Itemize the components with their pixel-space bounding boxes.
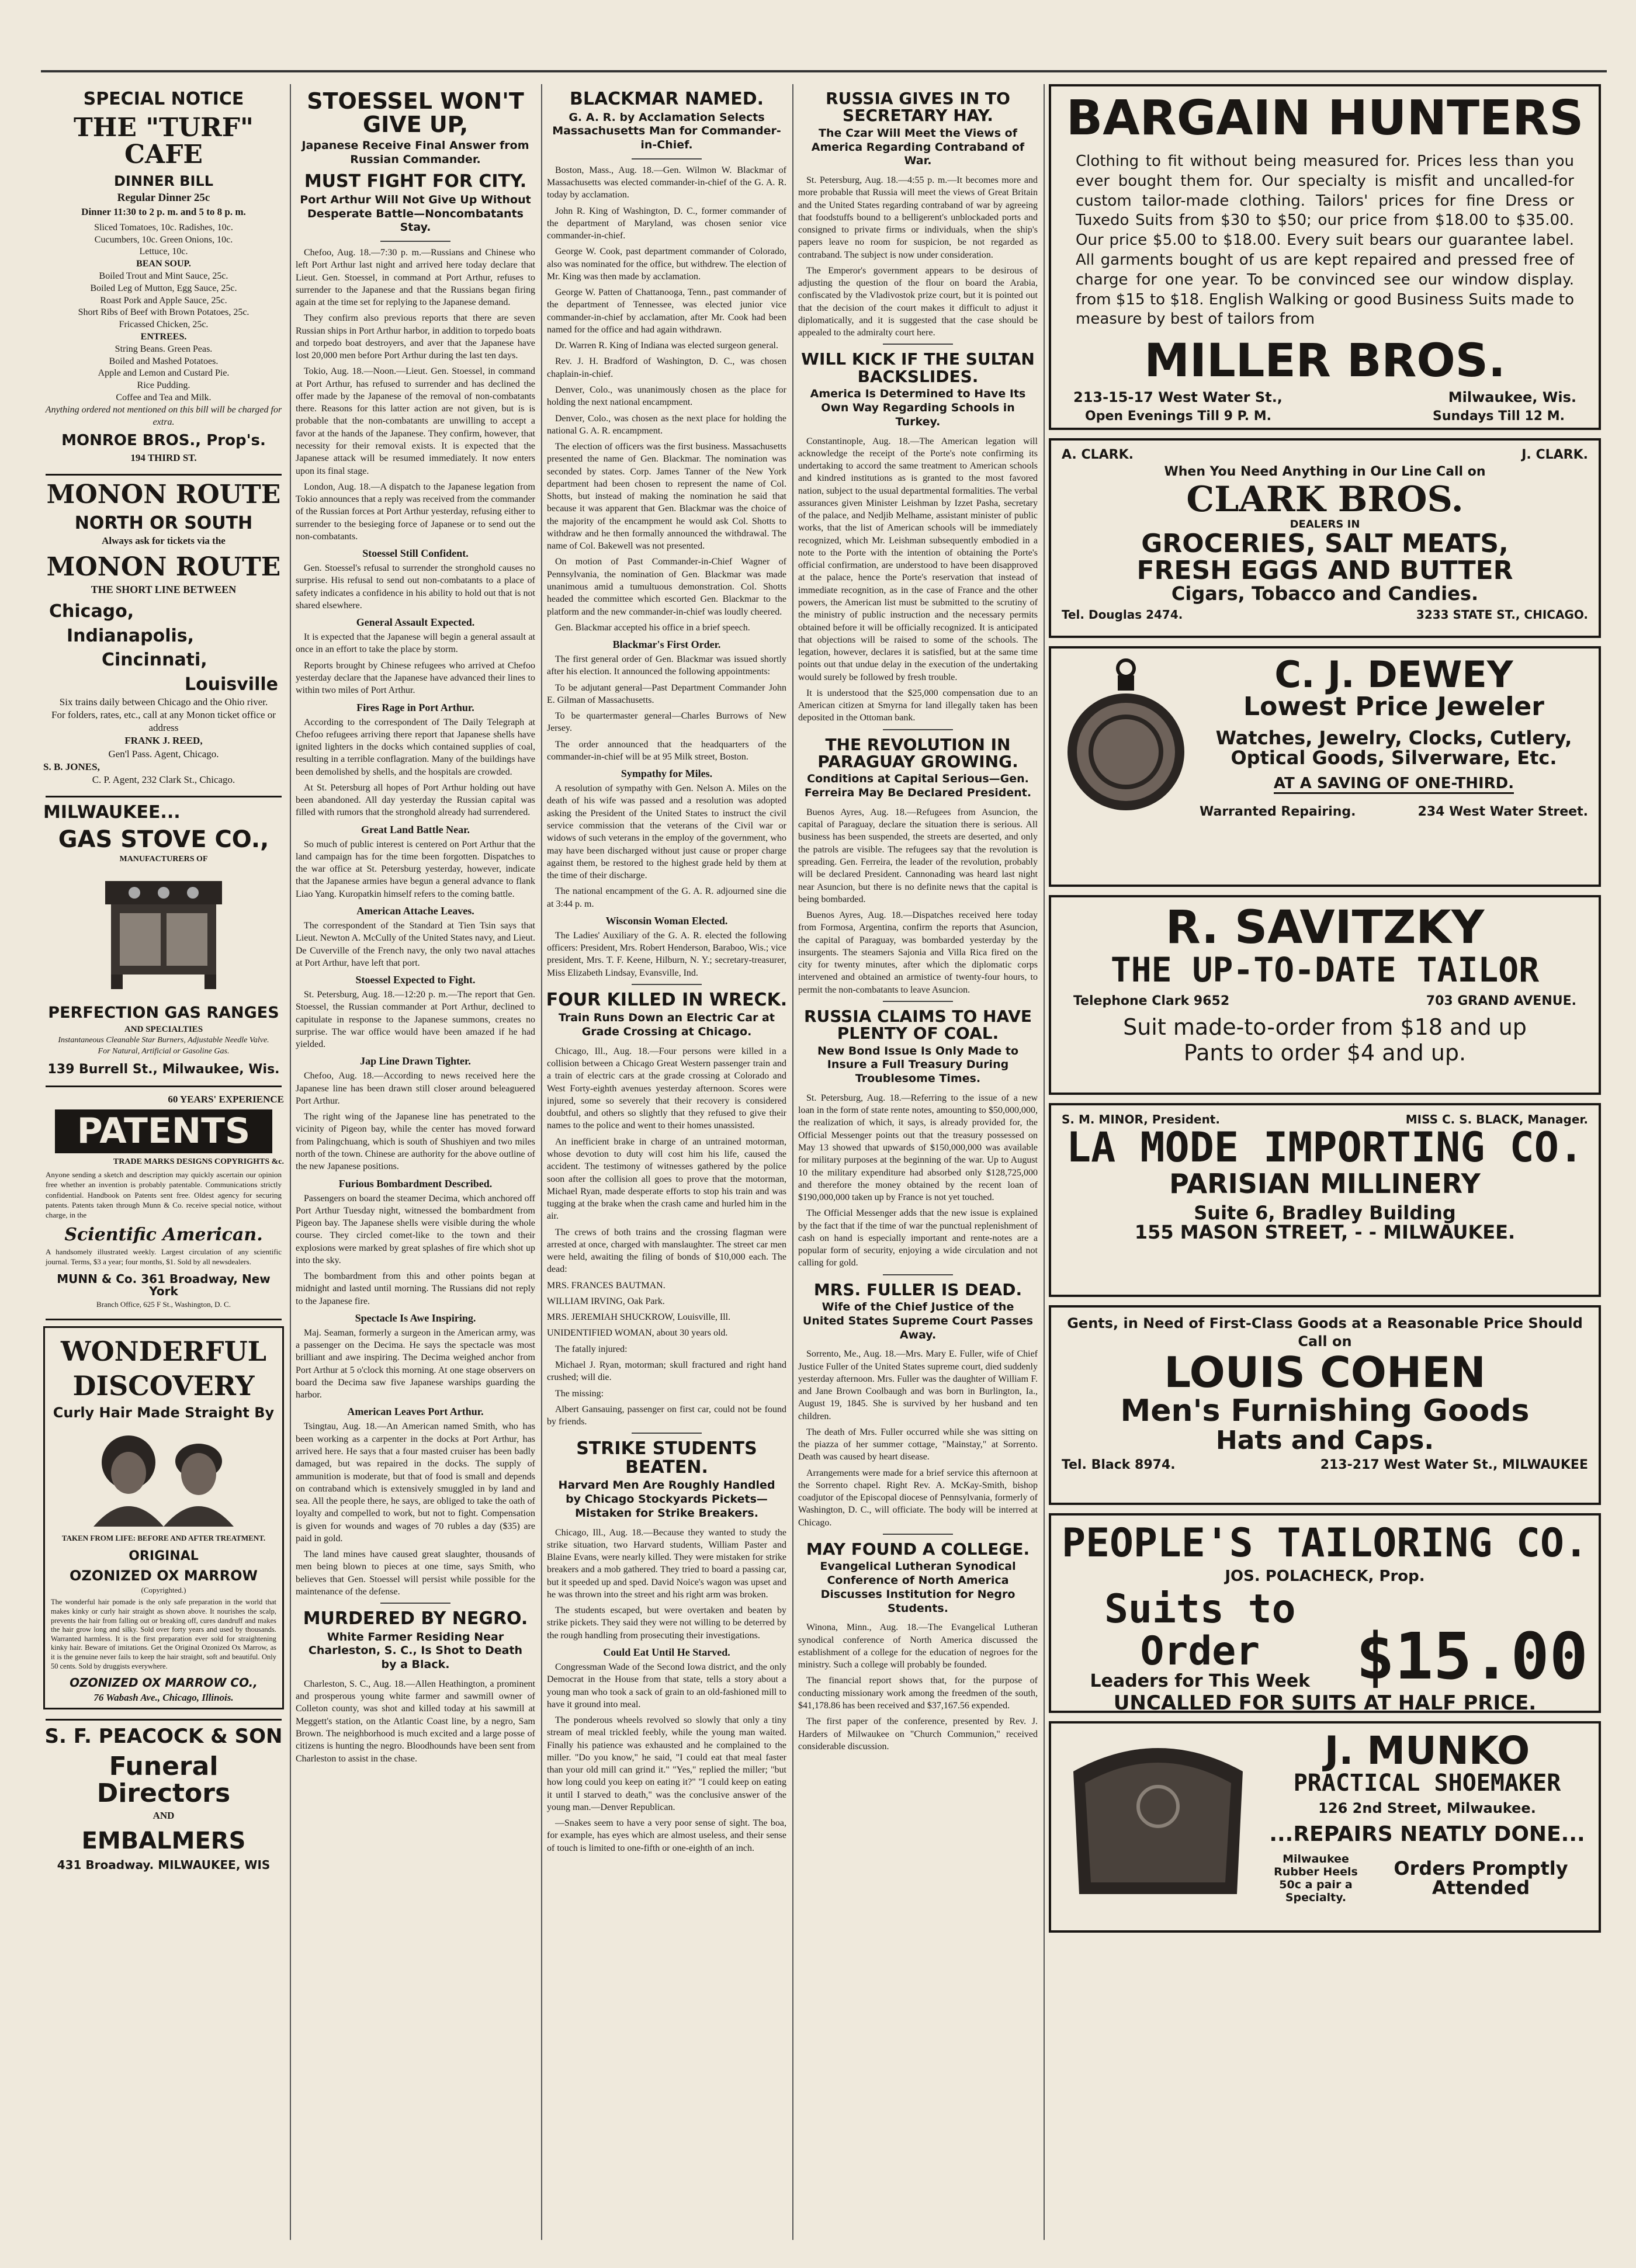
monon-jones: S. B. JONES, — [43, 761, 100, 772]
story-paragraph: Charleston, S. C., Aug. 18.—Allen Heathington, a prominent and prosperous young white farmer and sawmill owner of Colleton county, was shot and killed today at his sawmill at Meggett's station, on the Atlantic Coast line, by a negro, Sam Brown. The neighborhood is much excited and a large posse of citizens is hunting the negro. Bloodhounds have been sent from Charleston to assist in the chase. — [296, 1679, 535, 1764]
story-paragraph: George W. Patten of Chattanooga, Tenn., past commander of the department of Tennessee, was elected junior vice commander-in-chief by acclamation, after Mr. Cook had been named for the office and had again withdrawn. — [547, 287, 786, 335]
story-paragraph: Buenos Ayres, Aug. 18.—Dispatches received here today from Formosa, Argentina, confirm the reports that Asuncion, the capital of Paraguay, was bombarded yesterday by the insurgents. The steamers Sajonia and Villa Rica fired on the city for twenty minutes, after which the diplomatic corps intervened and obtained an armistice of twenty-four hours, to permit the non-combatants to leave Asuncion. — [798, 910, 1038, 995]
copyrighted: (Copyrighted.) — [141, 1586, 186, 1595]
headline-stoessel: STOESSEL WON'T GIVE UP, — [307, 88, 524, 137]
menu-item: Boiled and Mashed Potatoes. — [109, 356, 219, 366]
headline-wreck: FOUR KILLED IN WRECK. — [546, 989, 788, 1010]
deck-murdered: White Farmer Residing Near Charleston, S. C., Is Shot to Death by a Black. — [308, 1630, 523, 1671]
dewey-text — [1200, 653, 1588, 878]
monon-ask: Always ask for tickets via the — [102, 535, 226, 547]
peoples-tailoring-ad — [1049, 1513, 1601, 1713]
dewey-watches: Watches, Jewelry, Clocks, Cutlery, — [1215, 727, 1572, 750]
story-paragraph: The order announced that the headquarters of the commander-in-chief will be at 95 Milk street, Boston. — [547, 739, 786, 762]
gas-product: PERFECTION GAS RANGES — [48, 1004, 279, 1022]
headline-paraguay: THE REVOLUTION IN PARAGUAY GROWING. — [817, 734, 1018, 772]
munko-repairs: ...REPAIRS NEATLY DONE... — [1269, 1822, 1585, 1847]
special-notice: SPECIAL NOTICE — [83, 89, 244, 109]
cohen-name: LOUIS COHEN — [1164, 1348, 1486, 1397]
cohen-furnishing: Men's Furnishing Goods — [1120, 1393, 1530, 1428]
monon-jones-title: C. P. Agent, 232 Clark St., Chicago. — [92, 774, 235, 785]
ads-column-left — [41, 84, 286, 1881]
city-chicago: Chicago, — [49, 601, 134, 622]
column-rule — [290, 84, 291, 2240]
separator — [632, 984, 702, 985]
miller-hours-row — [1085, 409, 1565, 424]
story-paragraph: Gen. Blackmar accepted his office in a brief speech. — [555, 622, 750, 633]
story-paragraph: The crews of both trains and the crossing flagman were arrested at once, charged with manslaughter. The street car men were held, awaiting the filing of bonds of $10,000 each. The dead: — [547, 1227, 786, 1275]
bargain-heading: BARGAIN HUNTERS — [1066, 91, 1584, 146]
deck-college: Evangelical Lutheran Synodical Conference of North America Discusses Institution for Negro Students. — [820, 1560, 1016, 1615]
turf-cafe-ad — [43, 90, 284, 464]
separator — [380, 1603, 450, 1604]
menu-item: BEAN SOUP. — [136, 259, 191, 269]
la-mode-manager: MISS C. S. BLACK, Manager. — [1405, 1112, 1588, 1126]
menu-item: Sliced Tomatoes, 10c. Radishes, 10c. — [94, 222, 233, 233]
story-paragraph: An inefficient brake in charge of an untrained motorman, whose devotion to duty will cost him his life, caused the accident. The testimony of witnesses gathered by the police soon after the collision all goes to prove that the motorman, Michael Ryan, made desperate efforts to stop his train and was tugging at the brake when the crash came and hurled him in the air. — [547, 1136, 786, 1222]
story-paragraph: Michael J. Ryan, motorman; skull fractured and right hand crushed; will die. — [547, 1360, 786, 1383]
menu-item: Lettuce, 10c. — [139, 247, 188, 257]
headline-russia-hay: RUSSIA GIVES IN TO SECRETARY HAY. — [826, 89, 1010, 126]
story-paragraph: The missing: — [555, 1388, 604, 1399]
subhead: American Leaves Port Arthur. — [347, 1406, 484, 1418]
la-mode-president: S. M. MINOR, President. — [1062, 1112, 1220, 1126]
subhead: Stoessel Expected to Fight. — [355, 974, 476, 986]
miller-address-row — [1073, 389, 1576, 405]
news-column-3 — [545, 84, 789, 1858]
headline-sultan: WILL KICK IF THE SULTAN BACKSLIDES. — [801, 349, 1035, 386]
story-paragraph: Dr. Warren R. King of Indiana was elected surgeon general. — [555, 341, 778, 351]
separator — [46, 796, 282, 797]
story-paragraph: John R. King of Washington, D. C., former commander of the department of Maryland, was chosen senior vice commander-in-chief. — [547, 206, 786, 241]
cohen-contact-row — [1062, 1458, 1588, 1472]
subhead: Furious Bombardment Described. — [338, 1177, 493, 1190]
story-paragraph: The bombardment from this and other points began at midnight and lasted until morning. The Russians did not reply to the Japanese fire. — [296, 1271, 535, 1306]
story-paragraph: The correspondent of the Standard at Tien Tsin says that Lieut. Newton A. McCully of the United States navy, and Lieut. De Cuverville of the French navy, the only two naval attaches at Port Arthur, have left that port. — [296, 920, 535, 968]
monon-route-ad — [43, 481, 284, 786]
story-paragraph: Chicago, Ill., Aug. 18.—Four persons were killed in a collision between a Chicago Great Western passenger train and a train of electric cars at the grade crossing at Colorado and West Forty-eighth avenues yesterday afternoon. Scores were injured, some so severely that their recovery is considered doubtful, and others so slightly that they refused to give their names to the police and went to their homes unassisted. — [547, 1046, 786, 1131]
gas-burners: Instantaneous Cleanable Star Burners, Adjustable Needle Valve. — [58, 1036, 269, 1045]
story-paragraph: Tokio, Aug. 18.—Noon.—Lieut. Gen. Stoessel, in command at Port Arthur, has refused to surrender and has declined the offer made by the Japanese of the removal of non-combatants there. Reasons for this latter action are not given, but is is probable that the non-combatants are unwilling to accept a favor at the hands of the Japanese. They confirm, however, that necessity for their removal exists. It is expected that the Japanese attack will be resumed immediately. It now enters upon its final stage. — [296, 366, 535, 476]
headline-blackmar: BLACKMAR NAMED. — [569, 89, 764, 109]
story-paragraph: It is understood that the $25,000 compensation due to an American citizen at Smyrna for land illegally taken has been deposited in the Ottoman bank. — [798, 688, 1038, 723]
menu-item: Boiled Trout and Mint Sauce, 25c. — [99, 271, 228, 282]
savitzky-ad — [1049, 895, 1601, 1095]
deck-wreck: Train Runs Down an Electric Car at Grade Crossing at Chicago. — [559, 1011, 775, 1039]
menu-item: Short Ribs of Beef with Brown Potatoes, 25c. — [78, 307, 249, 318]
miller-city: Milwaukee, Wis. — [1448, 389, 1576, 406]
munn-branch: Branch Office, 625 F St., Washington, D. C. — [96, 1299, 231, 1309]
clark-bros-ad — [1049, 438, 1601, 638]
scientific-american: Scientific American. — [64, 1225, 263, 1246]
story-paragraph: The Emperor's government appears to be desirous of adjusting the question of the flour on board the Arabia, confiscated by the Vladivostok prize court, but it is pointed out that the decision of the court makes it difficult to adjust it diplomatically, and it is suggested that the case should be appealed to the admiralty court here. — [798, 265, 1038, 338]
monon-short-line: THE SHORT LINE BETWEEN — [91, 583, 237, 595]
savitzky-tel: Telephone Clark 9652 — [1073, 993, 1230, 1008]
bargain-body: Clothing to fit without being measured for. Prices less than you ever bought them for. Our specialty is misfit and uncalled-for custom tailor-made clothing. Tailors' prices for fine Dress or Tuxedo Suits from $30 to $50; our price from $18.00 to $35.00. Our price $5.00 to $18.00. Every suit bears our guarantee label. All garments bought of us are kept repaired and pressed free of charge for one year. To be convinced see our window display. from $15 to $18. English Walking or good Business Suits made to measure by best of tailors from — [1076, 152, 1574, 328]
peacock-name: S. F. PEACOCK & SON — [44, 1725, 283, 1749]
newspaper-page — [41, 70, 1607, 2246]
munko-name: J. MUNKO — [1324, 1728, 1530, 1773]
victim-line: UNIDENTIFIED WOMAN, about 30 years old. — [547, 1328, 728, 1338]
peoples-name: PEOPLE'S TAILORING CO. — [1062, 1520, 1588, 1566]
story-paragraph: Congressman Wade of the Second Iowa district, and the only Democrat in the House from that state, tells a story about a young man who took a sack of grain to an old-fashioned mill to have it ground into meal. — [547, 1662, 786, 1709]
clark-contact-row — [1062, 608, 1588, 622]
patents-word: PATENTS — [55, 1109, 272, 1153]
menu-item: String Beans. Green Peas. — [115, 344, 213, 354]
story-paragraph: Chicago, Ill., Aug. 18.—Because they wanted to study the strike situation, two Harvard students, William Paster and Blaine Evans, were nearly killed. They were mistaken for strike breakers and a mob gathered. They tried to board a passing car, but it speeded up and sped. David Noice's wagon was upset and he was thrown into the street and his right arm was broken. — [547, 1527, 786, 1600]
separator — [883, 1534, 953, 1535]
savitzky-suits: Suit made-to-order from $18 and up — [1123, 1014, 1527, 1040]
bargain-hunters-ad — [1049, 84, 1601, 430]
separator — [46, 1086, 282, 1087]
headline-college: MAY FOUND A COLLEGE. — [806, 1539, 1030, 1559]
separator — [46, 1719, 282, 1721]
subhead: General Assault Expected. — [356, 616, 475, 629]
story-paragraph: The land mines have caused great slaughter, thousands of men being blown to pieces at one time, says Smith, who believes that Gen. Stoessel will persist while possible for the maintenance of the defense. — [296, 1549, 535, 1597]
menu-list — [43, 222, 284, 429]
munn-address: MUNN & Co. 361 Broadway, New York — [57, 1271, 271, 1298]
clark-eggs-butter: FRESH EGGS AND BUTTER — [1136, 556, 1513, 586]
journal-desc: A handsomely illustrated weekly. Largest circulation of any scientific journal. Terms, $3 a year; four months, $1. Sold by all newsdealers. — [46, 1247, 282, 1267]
patents-marks: TRADE MARKS DESIGNS COPYRIGHTS &c. — [113, 1157, 284, 1166]
deck-fuller: Wife of the Chief Justice of the United States Supreme Court Passes Away. — [802, 1301, 1034, 1341]
victim-line: MRS. JEREMIAH SHUCKROW, Louisville, Ill. — [547, 1312, 731, 1323]
story-paragraph: A resolution of sympathy with Gen. Nelson A. Miles on the death of his wife was passed and a resolution was adopted asking the President of the United States to instruct the civil service commission that the veterans of the Civil war or widows of such veterans in the employ of the government, who may have been discharged without just cause or proper charge against them, be restored to the highest grade held by them at the time of their discharge. — [547, 783, 786, 881]
gas-stove-ad — [43, 803, 284, 1076]
gas-milwaukee: MILWAUKEE... — [43, 802, 181, 823]
story-paragraph: Gen. Stoessel's refusal to surrender the stronghold causes no surprise. His refusal to send out non-combatants to a place of safety indicates a confidence in his ability to hold out that is not shared elsewhere. — [296, 563, 535, 611]
separator — [632, 1433, 702, 1434]
subhead: American Attache Leaves. — [356, 904, 474, 917]
dewey-address: 234 West Water Street. — [1417, 804, 1588, 819]
peacock-and: AND — [152, 1810, 175, 1822]
clark-bros-name: CLARK BROS. — [1186, 479, 1464, 520]
story-paragraph: Denver, Colo., was unanimously chosen as the place for holding the next national encampment. — [547, 385, 786, 408]
story-paragraph: Winona, Minn., Aug. 18.—The Evangelical Lutheran synodical conference of North America discussed the establishment of a college for the education of negroes for the ministry. Such a college will probably be founded. — [798, 1622, 1038, 1670]
ads-column-right — [1049, 84, 1601, 1941]
monon-folders: For folders, rates, etc., call at any Monon ticket office or address — [51, 709, 276, 734]
separator — [632, 158, 702, 159]
peacock-ad — [43, 1726, 284, 1871]
monon-reed: FRANK J. REED, — [124, 735, 203, 747]
city-indianapolis: Indianapolis, — [67, 625, 195, 646]
munko-bottom-row — [1266, 1853, 1588, 1904]
story-paragraph: St. Petersburg, Aug. 18.—4:55 p. m.—It becomes more and more probable that Russia will meet the views of Great Britain and the United States regarding contraband of war by agreeing that foodstuffs bound to a belligerent's unblockaded ports and consigned to private firms or individuals, when the ship's papers leave no room for suspicion, be not regarded as contraband. The subject is now under consideration. — [798, 175, 1038, 260]
subhead: Could Eat Until He Starved. — [603, 1646, 730, 1658]
monon-heading: MONON ROUTE — [46, 479, 281, 509]
story-paragraph: Chefoo, Aug. 18.—7:30 p. m.—Russians and Chinese who left Port Arthur last night and arrived here today declare that Lieut. Gen. Stoessel, in command at Port Arthur, refuses to surrender to the Japanese and that the Russians began firing again at the time set for replying to the Japanese demand. — [296, 248, 535, 308]
ox-marrow-body: The wonderful hair pomade is the only safe preparation in the world that makes kinky or curly hair straight as shown above. It nourishes the scalp, prevents the hair from falling out or breaking off, cures dandruff and makes the hair grow long and silky. Sold over forty years and used by thousands. Warranted harmless. It is the first preparation ever sold for straightening kinky hair. Beware of imitations. Get the Original Ozonized Ox Marrow, as it is the genuine never fails to keep the hair straight, soft and beautiful. Only 50 cents. Sold by druggists everywhere. — [51, 1598, 276, 1670]
separator — [883, 729, 953, 730]
city-cincinnati: Cincinnati, — [102, 650, 207, 671]
subhead: Wisconsin Woman Elected. — [605, 914, 728, 927]
story-paragraph: It is expected that the Japanese will begin a general assault at once in an effort to take the place by storm. — [296, 632, 535, 655]
deck-sultan: America Is Determined to Have Its Own Way Regarding Schools in Turkey. — [810, 387, 1026, 428]
story-paragraph: So much of public interest is centered on Port Arthur that the land campaign has for the time been forgotten. Dispatches to the war office at St. Petersburg yesterday, however, indicate that the Japanese armies have begun a general advance to flank Liao Yang. Kuropatkin himself refers to the coming battle. — [296, 839, 535, 899]
miller-bros: MILLER BROS. — [1144, 335, 1506, 388]
subhead: Fires Rage in Port Arthur. — [356, 701, 474, 713]
miller-evenings: Open Evenings Till 9 P. M. — [1085, 409, 1271, 424]
headline-murdered: MURDERED BY NEGRO. — [303, 1608, 528, 1629]
patents-years: 60 YEARS' EXPERIENCE — [168, 1093, 284, 1105]
peoples-prop: JOS. POLACHECK, Prop. — [1225, 1568, 1425, 1586]
menu-item: ENTREES. — [140, 332, 187, 342]
peoples-leaders: Leaders for This Week — [1090, 1671, 1311, 1692]
separator — [46, 1319, 282, 1320]
news-column-2 — [293, 84, 538, 1768]
city-louisville: Louisville — [185, 674, 278, 695]
deck-blackmar: G. A. R. by Acclamation Selects Massachusetts Man for Commander-in-Chief. — [552, 110, 781, 151]
story-paragraph: On motion of Past Commander-in-Chief Wagner of Pennsylvania, the nomination of Gen. Blackmar was made unanimous amid a tumultuous demonstration. Col. Shotts headed the committee which escorted Gen. Blackmar to the platform and the new commander-in-chief was loudly cheered. — [547, 557, 786, 617]
subhead: Blackmar's First Order. — [612, 639, 721, 651]
clark-groceries: GROCERIES, SALT MEATS, — [1141, 529, 1509, 559]
story-paragraph: The financial report shows that, for the purpose of conducting missionary work among the freedmen of the south, $41,178.86 has been received and $37,167.56 expended. — [798, 1676, 1038, 1711]
story-paragraph: The national encampment of the G. A. R. adjourned sine die at 3:44 p. m. — [547, 886, 786, 909]
menu-item: Cucumbers, 10c. Green Onions, 10c. — [94, 234, 233, 245]
turf-proprietor: MONROE BROS., Prop's. — [61, 432, 266, 450]
clark-cigars: Cigars, Tobacco and Candies. — [1171, 582, 1479, 605]
taken-from-life: TAKEN FROM LIFE: BEFORE AND AFTER TREATMENT. — [61, 1534, 266, 1543]
story-paragraph: Chefoo, Aug. 18.—According to news received here the Japanese line has been drawn still closer around beleaguered Port Arthur. — [296, 1071, 535, 1106]
subhead: Great Land Battle Near. — [361, 823, 470, 835]
column-rule — [792, 84, 793, 2240]
dinner-hours: Dinner 11:30 to 2 p. m. and 5 to 8 p. m. — [81, 206, 246, 217]
headline-must-fight: MUST FIGHT FOR CITY. — [304, 171, 527, 192]
gas-specialties: AND SPECIALTIES — [124, 1024, 203, 1034]
peoples-uncalled: UNCALLED FOR SUITS AT HALF PRICE. — [1113, 1691, 1537, 1715]
menu-item: Rice Pudding. — [137, 380, 190, 391]
deck-stoessel: Japanese Receive Final Answer from Russian Commander. — [301, 138, 529, 166]
clark-owner-a: A. CLARK. — [1062, 448, 1134, 462]
subhead: Jap Line Drawn Tighter. — [360, 1055, 471, 1067]
story-paragraph: The fatally injured: — [555, 1344, 628, 1354]
story-paragraph: Rev. J. H. Bradford of Washington, D. C., was chosen chaplain-in-chief. — [547, 356, 786, 379]
separator — [883, 1001, 953, 1002]
story-paragraph: Boston, Mass., Aug. 18.—Gen. Wilmon W. Blackmar of Massachusetts was elected commander-in-chief of the G. A. R. today by acclamation. — [547, 165, 786, 200]
gas-address: 139 Burrell St., Milwaukee, Wis. — [47, 1062, 280, 1077]
dewey-ad — [1049, 646, 1601, 887]
ox-marrow-company: OZONIZED OX MARROW CO., — [70, 1676, 258, 1690]
dewey-name: C. J. DEWEY — [1274, 653, 1513, 696]
column-rule — [1044, 84, 1045, 2240]
peoples-price: $15.00 — [1356, 1619, 1588, 1694]
cohen-address: 213-217 West Water St., MILWAUKEE — [1320, 1457, 1588, 1472]
story-paragraph: Reports brought by Chinese refugees who arrived at Chefoo yesterday declare that the Japanese have advanced their lines to within two miles of Port Arthur. — [296, 660, 535, 696]
original-label: ORIGINAL — [129, 1549, 199, 1564]
la-mode-address: 155 MASON STREET, - - MILWAUKEE. — [1134, 1221, 1516, 1244]
subhead: Spectacle Is Awe Inspiring. — [355, 1312, 476, 1324]
separator — [46, 474, 282, 476]
pocket-watch-icon — [1062, 656, 1190, 825]
story-paragraph: —Snakes seem to have a very poor sense of sight. The boa, for example, has eyes which are almost useless, and their sense of touch is limited to one-fifth or one-eighth of an inch. — [547, 1818, 786, 1853]
monon-north-south: NORTH OR SOUTH — [74, 512, 253, 533]
monon-reed-title: Gen'l Pass. Agent, Chicago. — [108, 748, 219, 760]
miller-address: 213-15-17 West Water St., — [1073, 389, 1283, 406]
headline-strike: STRIKE STUDENTS BEATEN. — [576, 1438, 757, 1478]
munko-orders: Orders Promptly Attended — [1394, 1857, 1568, 1899]
story-paragraph: The right wing of the Japanese line has penetrated to the vicinity of Pigeon bay, while the center has moved forward from Palingchuang, which is south of Shushiyen and two miles north of the town. Chinese are authority for the above outline of the new Japanese positions. — [296, 1112, 535, 1172]
story-paragraph: The Ladies' Auxiliary of the G. A. R. elected the following officers: President, Mrs. Robert Henderson, Baraboo, Wis.; vice president, Mrs. T. F. Keene, Hilburn, N. Y.; secretary-treasurer, Miss Elizabeth Lindsay, Evansville, Ind. — [547, 930, 786, 978]
savitzky-contact-row — [1073, 994, 1576, 1008]
turf-address: 194 THIRD ST. — [130, 452, 197, 463]
gas-range-illustration — [93, 869, 234, 992]
clark-tagline: When You Need Anything in Our Line Call on — [1164, 464, 1486, 479]
cohen-tel: Tel. Black 8974. — [1062, 1457, 1176, 1472]
story-paragraph: The Official Messenger adds that the new issue is explained by the fact that if the time of war the punctual replenishment of cash on hand is especially important and rente-notes are a popular form of security, enjoying a wide circulation and not calling for gold. — [798, 1208, 1038, 1268]
wonderful-heading: WONDERFUL — [60, 1336, 267, 1368]
story-paragraph: Buenos Ayres, Aug. 18.—Refugees from Asuncion, the capital of Paraguay, declare the situation there is serious. All business has been suspended, the streets are deserted, and only the patrols are visible. The refugees say that the revolution is spreading. Gen. Ferreira, the leader of the revolution, probably will be declared President. Cannonading was heard last night near Asuncion, but there is no definite news that the capital is being bombarded. — [798, 807, 1038, 904]
ox-marrow-ad — [43, 1326, 284, 1709]
story-paragraph: St. Petersburg, Aug. 18.—Referring to the issue of a new loan in the form of state rente notes, amounting to $50,000,000, the realization of which, it says, is already provided for, the Official Messenger points out that the treasury possessed on May 13 showed that upwards of $150,000,000 was available for military purposes at the beginning of the war. Up to August 10 the military expenditure had absorbed only $128,725,000 and therefore the money obtained by the recent loan of $190,000,000 taken up by France is not yet touched. — [798, 1093, 1038, 1203]
dewey-repairing: Warranted Repairing. — [1200, 804, 1356, 819]
peoples-suits: Suits to Order — [1104, 1586, 1296, 1674]
louis-cohen-ad — [1049, 1305, 1601, 1505]
peacock-address: 431 Broadway. MILWAUKEE, WIS — [57, 1857, 271, 1872]
deck-russia-hay: The Czar Will Meet the Views of America Regarding Contraband of War. — [811, 126, 1025, 168]
story-paragraph: They confirm also previous reports that there are seven Russian ships in Port Arthur harbor, in addition to torpedo boats and torpedo boat destroyers, and aver that the Japanese have lost 20,000 men before Port Arthur during the last ten days. — [296, 313, 535, 361]
story-paragraph: Constantinople, Aug. 18.—The American legation will acknowledge the receipt of the Porte's note confirming its undertaking to accord the same treatment to American schools and kindred institutions as is granted to the most favored nation, subject to the usual departmental formalities. The verbal assurances given Minister Leishman by Izzet Pasha, secretary of the palace, and Nedjib Melhame, assistant minister of public works, that the list of American schools will be immediately recognized, which Mr. Leishman subsequently embodied in a note to the Porte with the intention of obtaining the Porte's official confirmation, are understood to have been disapproved at the palace, hence the Porte's reservation that instead of immediate recognition, as in the case of France and the other powers, the American list must be submitted to the scrutiny of the ministry of public instruction and the necessary permits obtained before it will be officially recognized. It is anticipated that objections will be raised to some of the schools. The legation, however, declares it is satisfied, but at the same time points out that undue delay in the execution of the undertaking would surely be followed by fresh trouble. — [798, 436, 1038, 682]
regular-dinner: Regular Dinner 25c — [117, 192, 210, 204]
cohen-hats: Hats and Caps. — [1215, 1425, 1434, 1455]
monon-heading-2: MONON ROUTE — [46, 552, 281, 582]
savitzky-pants: Pants to order $4 and up. — [1183, 1039, 1467, 1066]
la-mode-ad — [1049, 1103, 1601, 1297]
clark-address: 3233 STATE ST., CHICAGO. — [1416, 607, 1588, 622]
story-paragraph: The death of Mrs. Fuller occurred while she was sitting on the piazza of her summer cottage, "Mainstay," at Sorrento. Death was caused by heart disease. — [798, 1427, 1038, 1462]
clark-dealers: DEALERS IN — [1290, 518, 1360, 530]
cohen-tagline: Gents, in Need of First-Class Goods at a Reasonable Price Should Call on — [1067, 1315, 1583, 1350]
clark-tel: Tel. Douglas 2474. — [1062, 607, 1183, 622]
dewey-tagline: Lowest Price Jeweler — [1243, 692, 1544, 722]
patents-ad — [43, 1093, 284, 1310]
gas-natural: For Natural, Artificial or Gasoline Gas. — [98, 1046, 230, 1056]
headline-coal: RUSSIA CLAIMS TO HAVE PLENTY OF COAL. — [803, 1006, 1032, 1043]
clark-owner-j: J. CLARK. — [1521, 448, 1588, 462]
story-paragraph: London, Aug. 18.—A dispatch to the Japanese legation from Tokio announces that a reply was received from the commander of the Russian forces at Port Arthur yesterday, refusing either to surrender to the besieging force of Japanese or to send out the non-combatants. — [296, 481, 535, 542]
menu-item: Coffee and Tea and Milk. — [116, 393, 212, 403]
curly-hair-heading: Curly Hair Made Straight By — [53, 1405, 275, 1421]
menu-item: Boiled Leg of Mutton, Egg Sauce, 25c. — [90, 283, 237, 293]
la-mode-name: LA MODE IMPORTING CO. — [1066, 1123, 1583, 1171]
turf-cafe-name: THE "TURF" CAFE — [74, 112, 254, 169]
subhead: Sympathy for Miles. — [621, 768, 713, 780]
dewey-saving: AT A SAVING OF ONE-THIRD. — [1274, 776, 1514, 793]
patents-body: Anyone sending a sketch and description may quickly ascertain our opinion free whether an invention is probably patentable. Communications strictly confidential. Handbook on Patents sent free. Oldest agency for securing patents. Patents taken through Munn & Co. receive special notice, without charge, in the — [46, 1170, 282, 1220]
separator — [883, 344, 953, 345]
munko-ad — [1049, 1721, 1601, 1933]
story-paragraph: Maj. Seaman, formerly a surgeon in the American army, was a passenger on the Decima. He says the spectacle was most brilliant and awe inspiring. The Decima weighed anchor from Port Arthur at 5 o'clock this morning. At one stage observers on board the Decima saw five Japanese warships guarding the harbor. — [296, 1327, 535, 1400]
la-mode-suite: Suite 6, Bradley Building — [1194, 1201, 1456, 1224]
gas-mfr: MANUFACTURERS OF — [119, 855, 208, 864]
munko-address: 126 2nd Street, Milwaukee. — [1318, 1800, 1536, 1817]
story-paragraph: The first general order of Gen. Blackmar was issued shortly after his election. It announced the following appointments: — [547, 654, 786, 677]
embalmers: EMBALMERS — [81, 1827, 246, 1854]
funeral-directors: Funeral Directors — [96, 1752, 231, 1809]
story-paragraph: Sorrento, Me., Aug. 18.—Mrs. Mary E. Fuller, wife of Chief Justice Fuller of the United States supreme court, died suddenly yesterday afternoon. Mrs. Fuller was the daughter of William F. and Jane Brown Coolbaugh and was born in Burlington, Ia., August 19, 1845. She is survived by her husband and ten children. — [798, 1349, 1038, 1421]
subhead: Stoessel Still Confident. — [362, 547, 469, 560]
dewey-optical: Optical Goods, Silverware, Etc. — [1231, 746, 1557, 769]
monon-trains: Six trains daily between Chicago and the Ohio river. — [59, 696, 268, 708]
rubber-heel-icon — [1062, 1731, 1254, 1906]
discovery-heading: DISCOVERY — [72, 1369, 255, 1402]
story-paragraph: Tsingtau, Aug. 18.—An American named Smith, who has been working as a carpenter in the docks at Port Arthur, has arrived here. He says that a four masted cruiser has been badly damaged, but was repaired in the docks. The supply of ammunition is moderate, but that of food is small and depends on contraband which is extensively smuggled in by land and sea. All the people there, he says, are obliged to take the oath of loyalty and compelled to work, but not to fight. Compensation is given for wounds and wages of 70 rubles a day ($35) are paid in gold. — [296, 1421, 535, 1544]
story-paragraph: The first paper of the conference, presented by Rev. J. Harders of Milwaukee on "Church Communion," received considerable discussion. — [798, 1716, 1038, 1752]
story-paragraph: Albert Gansauing, passenger on first car, could not be found by friends. — [547, 1404, 786, 1427]
story-paragraph: Denver, Colo., was chosen as the next place for holding the national G. A. R. encampment. — [547, 413, 786, 436]
separator — [380, 241, 450, 242]
story-paragraph: Arrangements were made for a brief service this afternoon at the Sorrento chapel. Right Rev. A. McKay-Smith, bishop coadjutor of the Episcopal diocese of Pennsylvania, formerly of Washington, D. C., will officiate. The body will be interred at Chicago. — [798, 1468, 1038, 1528]
menu-item: Anything ordered not mentioned on this bill will be charged for extra. — [45, 404, 282, 427]
dewey-bottom-row — [1200, 804, 1588, 819]
story-paragraph: According to the correspondent of The Daily Telegraph at Chefoo refugees arriving there report that Japanese shells have ignited lighters in the docks which contained supplies of coal, resulting in a terrible conflagration. Many of the buildings have been demolished by shells, and the hospitals are crowded. — [296, 717, 535, 777]
miller-sundays: Sundays Till 12 M. — [1433, 409, 1565, 424]
menu-item: Roast Pork and Apple Sauce, 25c. — [100, 295, 227, 306]
before-after-portraits — [82, 1427, 245, 1527]
munko-text — [1266, 1728, 1588, 1923]
story-paragraph: At St. Petersburg all hopes of Port Arthur holding out have been abandoned. All day yesterday the Russian capital was filled with rumors that the stronghold already had surrendered. — [296, 782, 535, 818]
story-paragraph: Passengers on board the steamer Decima, which anchored off Port Arthur Tuesday night, witnessed the bombardment from Pigeon bay. The Japanese shells were visible during the whole course. They circled comet-like to the town and their explosions were marked by great splashes of fire which shot up into the sky. — [296, 1193, 535, 1265]
clark-owners-row — [1062, 448, 1588, 462]
news-column-4 — [796, 84, 1040, 1756]
column-rule — [541, 84, 542, 2240]
story-paragraph: St. Petersburg, Aug. 18.—12:20 p. m.—The report that Gen. Stoessel, the Russian commander at Port Arthur, declined to capitulate in response to the Japanese summons, creates no surprise. The war office would have been amazed if he had yielded. — [296, 990, 535, 1050]
gas-company: GAS STOVE CO., — [58, 826, 269, 854]
victim-line: WILLIAM IRVING, Oak Park. — [547, 1296, 665, 1306]
deck-strike: Harvard Men Are Roughly Handled by Chicago Stockyards Pickets—Mistaken for Strike Breakers. — [558, 1479, 775, 1520]
la-mode-tagline: PARISIAN MILLINERY — [1169, 1167, 1481, 1199]
headline-fuller: MRS. FULLER IS DEAD. — [813, 1279, 1022, 1299]
savitzky-tagline: THE UP-TO-DATE TAILOR — [1110, 949, 1540, 990]
deck-port-arthur: Port Arthur Will Not Give Up Without Desperate Battle—Noncombatants Stay. — [300, 193, 531, 234]
menu-item: Fricassed Chicken, 25c. — [119, 320, 209, 330]
story-paragraph: George W. Cook, past department commander of Colorado, also was nominated for the office, but withdrew. The election of Mr. King was then made by acclamation. — [547, 247, 786, 282]
ox-marrow-address: 76 Wabash Ave., Chicago, Illinois. — [93, 1692, 234, 1704]
munko-heels: Milwaukee Rubber Heels 50c a pair a Specialty. — [1274, 1853, 1358, 1905]
peoples-offer-row — [1062, 1586, 1588, 1694]
story-paragraph: The students escaped, but were overtaken and beaten by strike pickets. They said they were not willing to be deterred by the rough handling from prosecuting their investigations. — [547, 1605, 786, 1641]
story-paragraph: To be quartermaster general—Charles Burrows of New Jersey. — [547, 711, 786, 734]
munko-tagline: PRACTICAL SHOEMAKER — [1293, 1770, 1561, 1797]
ozonized-ox-marrow: OZONIZED OX MARROW — [70, 1568, 258, 1584]
deck-coal: New Bond Issue Is Only Made to Insure a Full Treasury During Troublesome Times. — [817, 1044, 1019, 1086]
deck-paraguay: Conditions at Capital Serious—Gen. Ferreira May Be Declared President. — [804, 772, 1032, 800]
menu-item: Apple and Lemon and Custard Pie. — [98, 368, 230, 379]
dinner-bill: DINNER BILL — [113, 172, 214, 189]
savitzky-name: R. SAVITZKY — [1165, 901, 1485, 954]
story-paragraph: The election of officers was the first business. Massachusetts presented the name of Gen. Blackmar. The nomination was seconded by states. Corp. James Tanner of the New York department had been chosen to represent the name of Col. Shotts, but instead of making the nomination he said that because it was apparent that Gen. Blackmar was the choice of the majority of the encampment he would ask Col. Shotts to withdraw and he then formally announced the withdrawal. The name of Col. Bakewell was not presented. — [547, 442, 786, 552]
story-paragraph: The ponderous wheels revolved so slowly that only a tiny stream of meal trickled feebly, while the young man waited. Finally his patience was exhausted and he complained to the miller. "Do you know," he said, "I could eat that meal faster than your old mill can grind it." "Yes," replied the miller; "but how long could you keep on eating it?" "I could keep on eating it until I starved to death," was the conclusive answer of the young man.—Denver Republican. — [547, 1715, 786, 1812]
victim-line: MRS. FRANCES BAUTMAN. — [547, 1280, 666, 1291]
savitzky-address: 703 GRAND AVENUE. — [1426, 993, 1576, 1008]
separator — [883, 1274, 953, 1275]
story-paragraph: To be adjutant general—Past Department Commander John E. Gilman of Massachusetts. — [547, 682, 786, 705]
